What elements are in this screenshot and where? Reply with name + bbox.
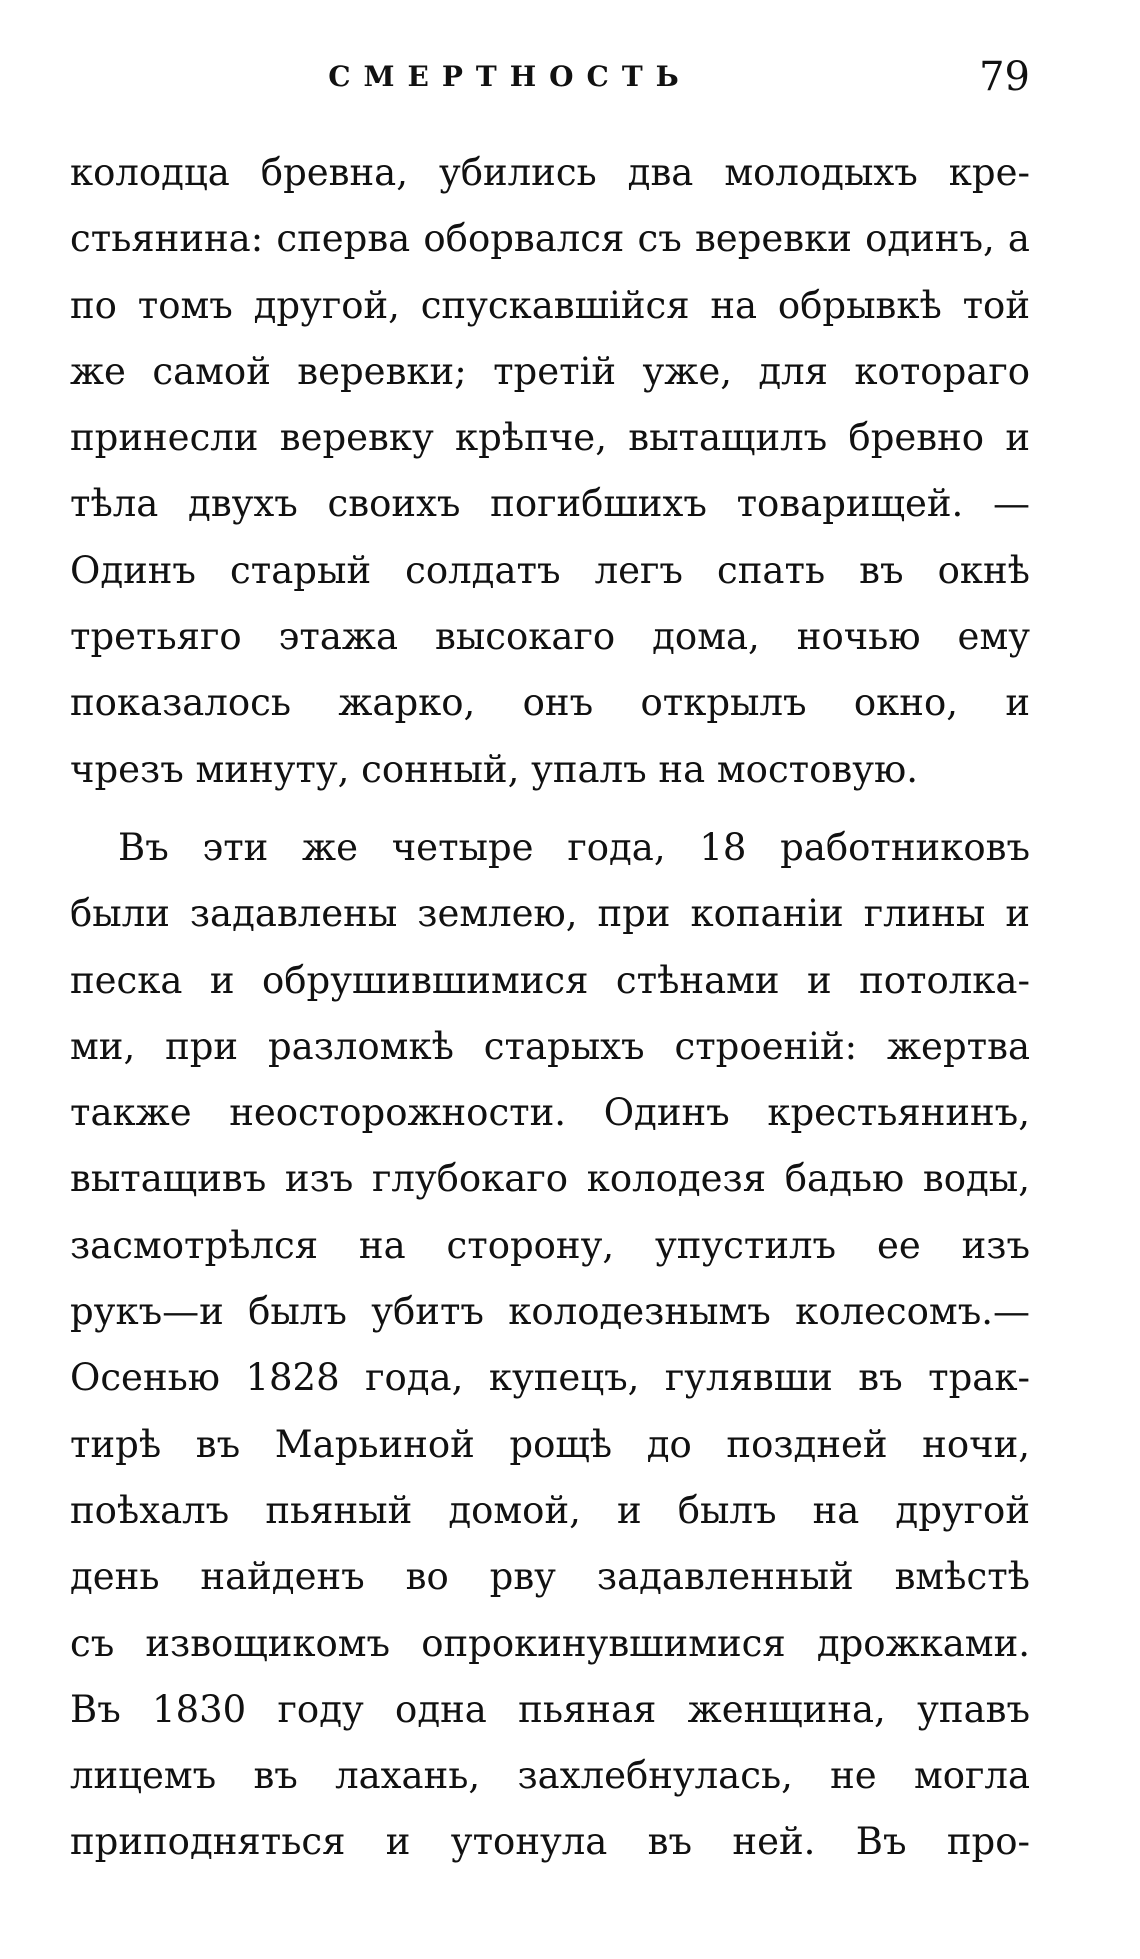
text-line: съ извощикомъ опрокинувшимися дрожками. (70, 1621, 1030, 1665)
text-line: тѣла двухъ своихъ погибшихъ товарищей. — (70, 482, 1030, 526)
text-line: лицемъ въ лахань, захлебнулась, не могла (70, 1754, 1030, 1798)
text-line: Осенью 1828 года, купецъ, гулявши въ трак- (70, 1356, 1030, 1400)
text-line: по томъ другой, спускавшійся на обрывкѣ той (70, 283, 1030, 327)
paragraph-gap (70, 803, 1030, 815)
running-head (70, 52, 1030, 102)
text-line: чрезъ минуту, сонный, упалъ на мостовую. (70, 747, 918, 791)
body-text (70, 140, 1030, 1876)
text-line: приподняться и утонула въ ней. Въ про- (70, 1820, 1030, 1864)
text-line: показалось жарко, онъ открылъ окно, и (70, 681, 1030, 725)
paragraph-2 (70, 815, 1030, 1876)
text-line: колодца бревна, убились два молодыхъ кре- (70, 151, 1030, 194)
running-title: СМЕРТНОСТЬ (328, 60, 692, 93)
text-line: засмотрѣлся на сторону, упустилъ ее изъ (70, 1223, 1030, 1267)
text-line: песка и обрушившимися стѣнами и потолка- (70, 958, 1030, 1002)
text-line: поѣхалъ пьяный домой, и былъ на другой (70, 1488, 1030, 1532)
text-line: Въ эти же четыре года, 18 работниковъ (118, 825, 1030, 869)
text-line: Одинъ старый солдатъ легъ спать въ окнѣ (70, 548, 1030, 592)
text-line: рукъ—и былъ убитъ колодезнымъ колесомъ.— (70, 1290, 1030, 1334)
text-line: же самой веревки; третій уже, для котораго (70, 349, 1030, 393)
paragraph-1 (70, 140, 1030, 803)
text-line: были задавлены землею, при копаніи глины и (70, 892, 1030, 936)
text-line: день найденъ во рву задавленный вмѣстѣ (70, 1555, 1030, 1599)
text-line: стьянина: сперва оборвался съ веревки одинъ, а (70, 217, 1030, 261)
text-line: также неосторожности. Одинъ крестьянинъ, (70, 1091, 1030, 1135)
text-line: третьяго этажа высокаго дома, ночью ему (70, 615, 1030, 659)
page-number: 79 (979, 54, 1030, 100)
text-line: тирѣ въ Марьиной рощѣ до поздней ночи, (70, 1422, 1030, 1466)
text-line: принесли веревку крѣпче, вытащилъ бревно и (70, 416, 1030, 460)
text-line: вытащивъ изъ глубокаго колодезя бадью воды, (70, 1157, 1030, 1201)
text-line: Въ 1830 году одна пьяная женщина, упавъ (70, 1687, 1030, 1731)
text-line: ми, при разломкѣ старыхъ строеній: жертва (70, 1024, 1030, 1068)
